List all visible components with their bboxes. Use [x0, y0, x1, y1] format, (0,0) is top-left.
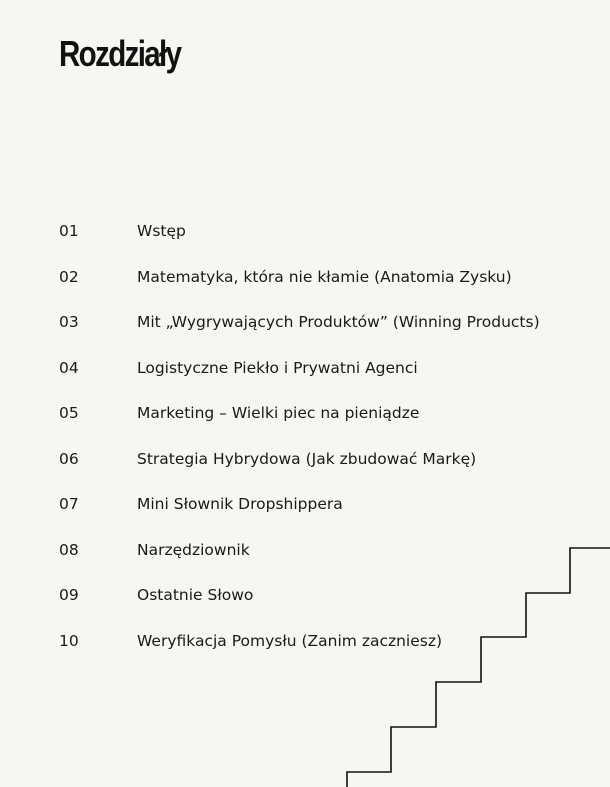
chapter-number: 07: [59, 495, 79, 513]
toc-item[interactable]: [59, 491, 579, 537]
chapter-title: Logistyczne Piekło i Prywatni Agenci: [137, 358, 418, 377]
toc-item[interactable]: [59, 309, 579, 355]
toc-item[interactable]: [59, 355, 579, 401]
toc-item[interactable]: [59, 264, 579, 310]
chapter-number: 06: [59, 449, 79, 468]
toc-item[interactable]: [59, 537, 579, 583]
chapter-title: Mit „Wygrywających Produktów” (Winning Products): [137, 313, 540, 331]
chapter-number: 10: [59, 631, 79, 650]
page-title: Rozdziały: [59, 33, 181, 74]
chapter-number: 08: [59, 540, 79, 559]
chapter-number: 09: [59, 586, 79, 604]
chapter-number: 05: [59, 404, 79, 422]
chapter-title: Ostatnie Słowo: [137, 586, 254, 604]
toc-item[interactable]: [59, 218, 579, 264]
table-of-contents: [59, 218, 579, 673]
chapter-number: 01: [59, 222, 79, 240]
toc-item[interactable]: [59, 400, 579, 446]
chapter-title: Mini Słownik Dropshippera: [137, 495, 343, 513]
chapter-title: Weryfikacja Pomysłu (Zanim zaczniesz): [137, 631, 443, 650]
chapter-number: 03: [59, 313, 79, 331]
toc-item[interactable]: [59, 582, 579, 628]
chapter-title: Narzędziownik: [137, 540, 250, 559]
toc-item[interactable]: [59, 446, 579, 492]
chapter-title: Wstęp: [137, 222, 186, 240]
chapter-title: Marketing – Wielki piec na pieniądze: [137, 404, 420, 422]
chapter-number: 04: [59, 358, 79, 377]
chapter-number: 02: [59, 267, 79, 286]
chapter-title: Strategia Hybrydowa (Jak zbudować Markę): [137, 449, 477, 468]
toc-item[interactable]: [59, 628, 579, 674]
chapter-title: Matematyka, która nie kłamie (Anatomia Zysku): [137, 267, 512, 286]
